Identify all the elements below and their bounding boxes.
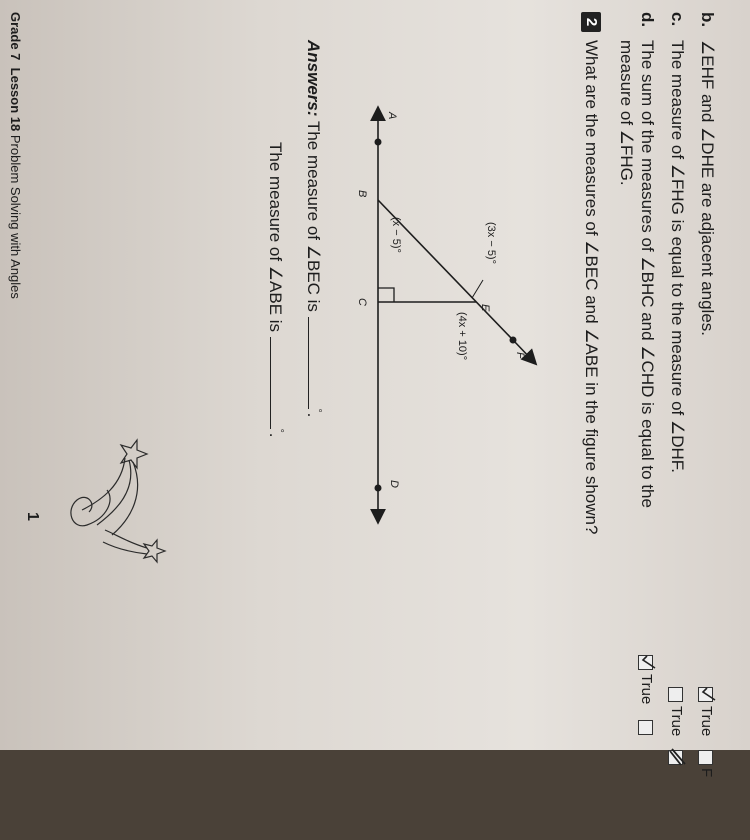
footer-title: Problem Solving with Angles bbox=[8, 134, 23, 299]
item-d-letter: d. bbox=[638, 12, 657, 28]
item-d-text-line2: measure of ∠FHG. bbox=[617, 40, 636, 186]
item-b-letter: b. bbox=[698, 12, 717, 28]
answer-blank-bec[interactable] bbox=[308, 317, 309, 409]
geometry-figure bbox=[345, 0, 575, 560]
item-c-letter: c. bbox=[668, 12, 687, 27]
label-f: F bbox=[514, 352, 526, 359]
item-b-text: ∠EHF and ∠DHE are adjacent angles. bbox=[698, 40, 717, 337]
page-number: 1 bbox=[24, 512, 41, 521]
angle-label-b: (x − 5)° bbox=[390, 217, 402, 253]
footer bbox=[8, 12, 23, 299]
label-a: A bbox=[386, 112, 398, 120]
right-angle-mark bbox=[378, 288, 394, 302]
scribble-icon bbox=[668, 748, 686, 766]
answers-label: Answers: bbox=[304, 40, 323, 117]
item-d-true-label: True bbox=[638, 674, 655, 705]
answer-blank-abe[interactable] bbox=[270, 337, 271, 429]
answer-1-degree: ° bbox=[311, 408, 323, 413]
answer-2-period: . bbox=[266, 432, 285, 438]
point-a bbox=[375, 139, 382, 146]
checkmark-icon bbox=[640, 654, 656, 670]
item-b-true-label: True bbox=[698, 706, 715, 737]
answer-1-period: . bbox=[304, 412, 323, 418]
label-c: C bbox=[356, 298, 368, 306]
label-d: D bbox=[388, 480, 400, 488]
item-c-true-label: True bbox=[668, 706, 685, 737]
item-c-text: The measure of ∠FHG is equal to the measure of ∠DHF. bbox=[668, 40, 687, 473]
answer-line-1-text: The measure of ∠BEC is bbox=[304, 120, 323, 312]
item-d-text-line1: The sum of the measures of ∠BHC and ∠CHD is equal to the bbox=[638, 40, 657, 508]
item-c-true-checkbox[interactable] bbox=[668, 687, 683, 702]
question-number-badge: 2 bbox=[581, 12, 601, 32]
item-d-true-checkbox[interactable] bbox=[638, 655, 653, 670]
item-d-false-checkbox[interactable] bbox=[638, 720, 653, 735]
item-b-false-checkbox[interactable] bbox=[698, 750, 713, 765]
angle-label-4x: (4x + 10)° bbox=[456, 312, 468, 361]
angle-label-bec: (3x − 5)° bbox=[485, 222, 497, 264]
label-b: B bbox=[356, 190, 368, 198]
point-d bbox=[375, 485, 382, 492]
answer-line-2 bbox=[265, 142, 285, 438]
item-c-false-checkbox[interactable] bbox=[668, 750, 683, 765]
label-e: E bbox=[479, 304, 491, 312]
item-b-false-label: F bbox=[698, 768, 715, 778]
answer-line-1 bbox=[303, 40, 323, 417]
question-text: What are the measures of ∠BEC and ∠ABE in the figure shown? bbox=[582, 40, 601, 535]
star-decoration-icon bbox=[47, 430, 177, 580]
footer-lesson: Lesson 18 bbox=[8, 67, 23, 132]
answer-line-2-text: The measure of ∠ABE is bbox=[266, 142, 285, 333]
item-b-true-checkbox[interactable] bbox=[698, 687, 713, 702]
footer-grade: Grade 7 bbox=[8, 12, 23, 61]
point-f bbox=[510, 337, 517, 344]
checkmark-icon bbox=[700, 686, 716, 702]
answer-2-degree: ° bbox=[273, 428, 285, 433]
